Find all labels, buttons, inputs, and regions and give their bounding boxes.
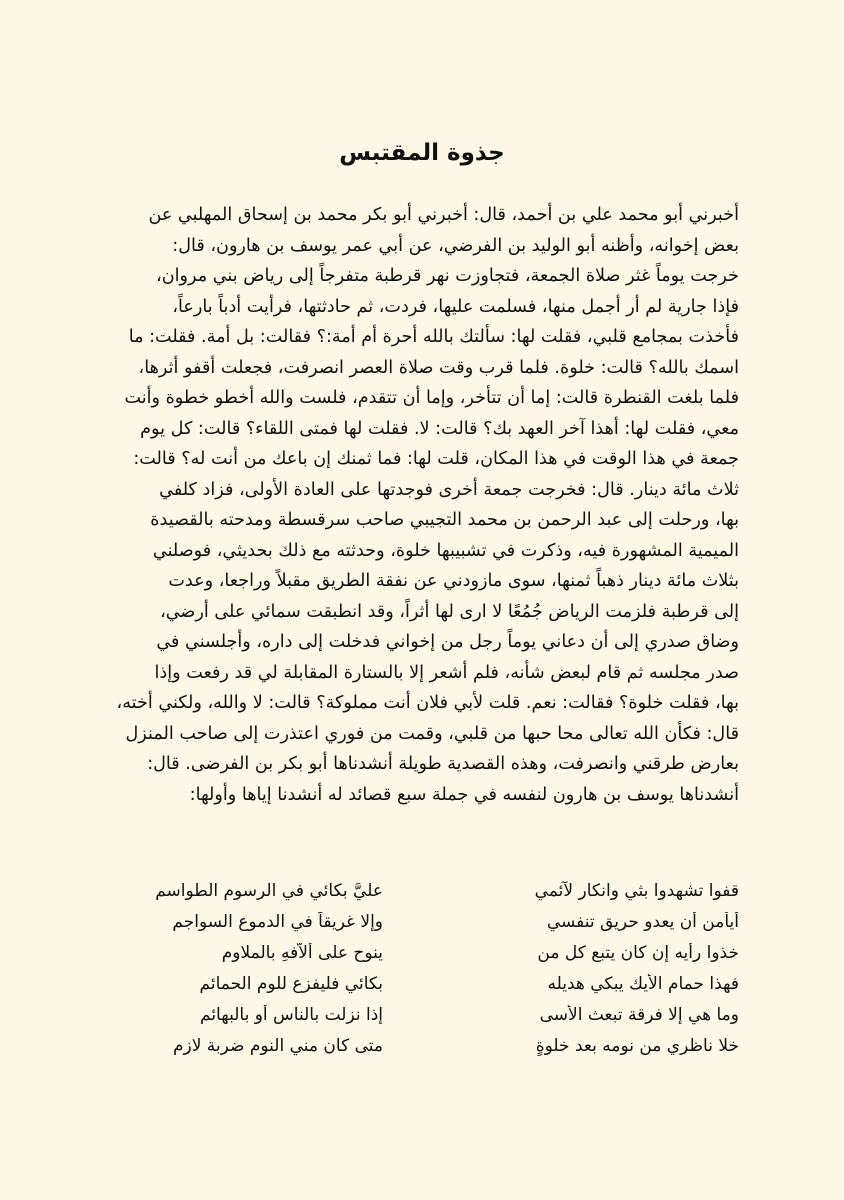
paragraph-line: ثلاث مائة دينار. قال: فخرجت جمعة أخرى فوجدتها على العادة الأولى، فزاد كلفي — [159, 479, 739, 500]
paragraph-line: معي، فقلت لها: أهذا آخر العهد بك؟ قالت: لا. فقلت لها فمتى اللقاء؟ قالت: كل يوم — [140, 418, 739, 439]
paragraph-line: أخبرني أبو محمد علي بن أحمد، قال: أخبرني أبو بكر محمد بن إسحاق المهلبي عن — [148, 205, 739, 225]
paragraph-line: إلى قرطبة فلزمت الرياض جُمُعًا لا ارى لها أثراً، وقد انطبقت سمائي على أرضي، — [160, 601, 739, 622]
paragraph-line: بها، فقلت خلوة؟ فقالت: نعم. قلت لأبي فلان أنت مملوكة؟ قالت: لا والله، ولكني أخته، — [116, 693, 739, 713]
verse-first-hemistich: قفوا تشهدوا بثي وانكار لآئمي — [534, 880, 739, 901]
paragraph-line: أنشدناها يوسف بن هارون لنفسه في جملة سبع قصائد له أنشدنا إياها وأولها: — [189, 784, 739, 805]
paragraph-line: فأخذت بمجامع قلبي، فقلت لها: سألتك بالله أحرة أم أمة:؟ فقالت: بل أمة. فقلت: ما — [128, 327, 739, 347]
paragraph-line: بعارض طرقني وانصرفت، وهذه القصدية طويلة أنشدناها أبو بكر بن الفرضى. قال: — [147, 754, 739, 774]
verse-second-hemistich: عليَّ بكائي في الرسوم الطواسمِ — [155, 880, 383, 901]
verse-second-hemistich: بكائي فليفزع للوم الحمائمِ — [199, 973, 383, 994]
paragraph-line: فإذا جارية لم أر أجمل منها، فسلمت عليها، فردت، ثم حادثتها، فرأيت أدباً بارعاً، — [172, 296, 739, 317]
verse-second-hemistich: متى كان مني النوم ضربة لازمِ — [172, 1035, 383, 1056]
verse-second-hemistich: وإلا غريقاً في الدموع السواجمِ — [172, 911, 383, 932]
paragraph-line: خرجت يوماً غثر صلاة الجمعة، فتجاوزت نهر قرطبة متفرجاً إلى رياض بني مروان، — [156, 266, 739, 286]
paragraph-line: بثلاث مائة دينار ذهباً ثمنها، سوى مازودني عن نفقة الطريق مقبلاً وراجعا، وعدت — [168, 571, 739, 591]
poem-verse — [103, 1030, 739, 1061]
verse-first-hemistich: فهذا حمام الأيك يبكي هديله — [547, 973, 739, 994]
verse-first-hemistich: خلا ناظري من نومه بعد خلوةٍ — [535, 1035, 739, 1056]
paragraph-line: فلما بلغت القنطرة قالت: إما أن تتأخر، وإما أن تتقدم، فلست والله أخطو خطوة وأنت — [124, 388, 739, 408]
verse-first-hemistich: وما هي إلا فرقة تبعث الأسى — [539, 1004, 739, 1025]
paragraph-line: الميمية المشهورة فيه، وذكرت في تشبيبها خلوة، وحدثته مع ذلك بحديثي، فوصلني — [152, 540, 739, 561]
poem — [103, 875, 739, 1061]
page-title: جذوة المقتبس — [339, 140, 505, 166]
poem-verse — [103, 968, 739, 999]
poem-verse — [103, 937, 739, 968]
main-paragraph — [103, 200, 739, 810]
poem-verse — [103, 875, 739, 906]
verse-first-hemistich: خذوا رأيه إن كان يتبع كل من — [537, 942, 739, 963]
verse-first-hemistich: أيأمن أن يعدو حريق تنفسي — [546, 911, 739, 932]
poem-verse — [103, 999, 739, 1030]
paragraph-line: صدر مجلسه ثم قام لبعض شأنه، فلم أشعر إلا بالستارة المقابلة لي قد رفعت وإذا — [154, 662, 739, 683]
poem-verse — [103, 906, 739, 937]
verse-second-hemistich: إذا نزلت بالناس أو بالبهائمِ — [200, 1004, 383, 1025]
paragraph-line: جمعة في هذا الوقت في هذا المكان، قلت لها: فما ثمنك إن باعك من أنت له؟ قالت: — [133, 449, 739, 469]
paragraph-line: قال: فكأن الله تعالى محا حبها من قلبي، وقمت من فوري اعتذرت إلى صاحب المنزل — [125, 723, 739, 744]
verse-second-hemistich: ينوح على ألاّفهِ بالملاومِ — [221, 942, 383, 963]
paragraph-line: وضاق صدري إلى أن دعاني يوماً رجل من إخواني فدخلت إلى داره، وأجلسني في — [156, 632, 739, 652]
paragraph-line: بها، ورحلت إلى عبد الرحمن بن محمد التجيبي صاحب سرقسطة ومدحته بالقصيدة — [150, 510, 739, 530]
paragraph-line: اسمك بالله؟ قالت: خلوة. فلما قرب وقت صلاة العصر انصرفت، فجعلت أقفو أثرها، — [138, 357, 739, 378]
paragraph-line: بعض إخوانه، وأظنه أبو الوليد بن الفرضي، عن أبي عمر يوسف بن هارون، قال: — [172, 235, 739, 256]
